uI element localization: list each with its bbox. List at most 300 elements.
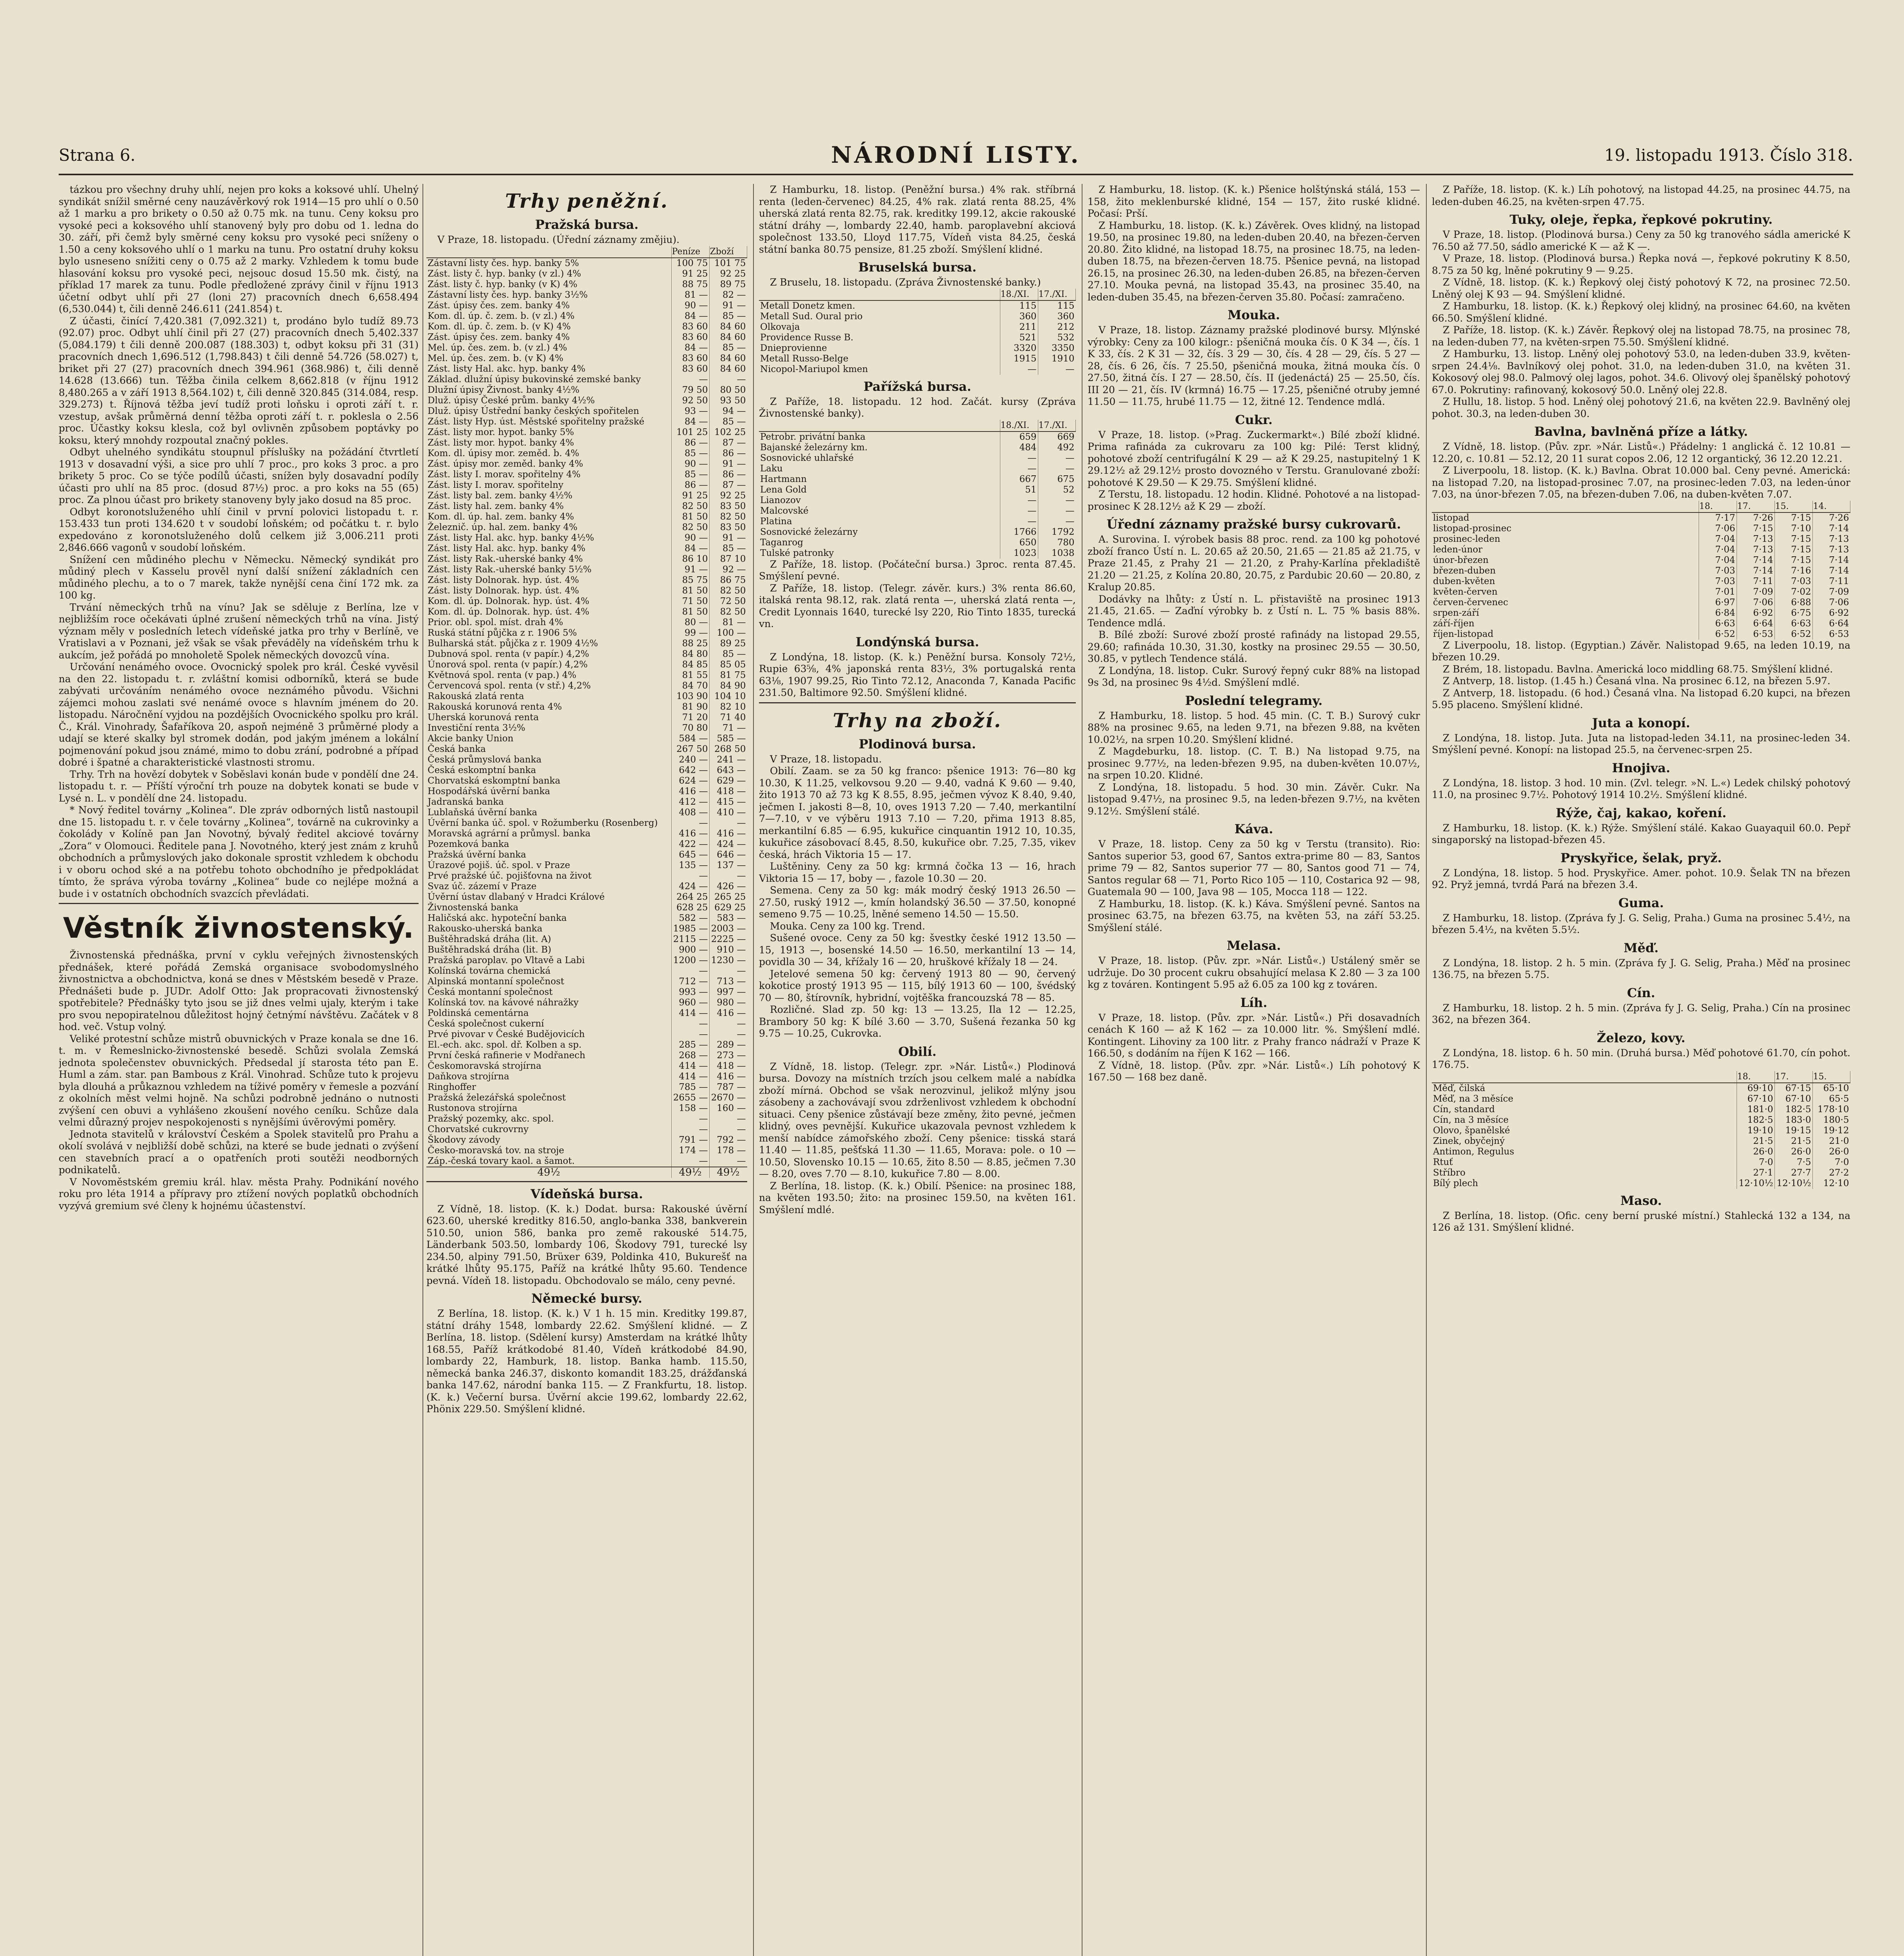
subheading-rubber: Guma. [1618, 895, 1664, 910]
row-value: 90 — [671, 459, 709, 469]
row-value: 7·5 [1775, 1157, 1812, 1168]
row-value: 211 [1000, 322, 1038, 333]
table-row [426, 1124, 747, 1135]
row-value: 71 20 [671, 712, 709, 723]
table-row [426, 638, 747, 649]
row-label: Platina [759, 516, 1000, 527]
row-value: 70 80 [671, 723, 709, 734]
row-label: Zást. listy Rak.-uherské banky 5½% [426, 565, 671, 575]
row-value: 85 — [722, 649, 746, 659]
table-row [1432, 1115, 1850, 1125]
row-label: Kom. dl. úp. Dolnorak. hyp. úst. 4% [426, 596, 671, 607]
table-row [426, 660, 747, 670]
row-label: Zást. listy Hyp. úst. Městské spořitelny pražské [426, 417, 671, 427]
table-row [1432, 1168, 1850, 1178]
row-value: 52 [1063, 484, 1075, 495]
article-paragraph: Z Paříže, 18. listop. (Telegr. závěr. kurs.) 3% renta 86.60, italská renta 98.12, rak. zlatá renta —, uherská zlatá renta —, Credit Lyonnais 1640, turecké lsy 220, Rio Tinto 1835, turecká vn. [759, 582, 1076, 629]
row-value: 85 75 [671, 575, 709, 586]
table-header-cell: 18. [1699, 501, 1737, 512]
subheading-sugar: Cukr. [1235, 412, 1273, 427]
table-row [759, 354, 1076, 364]
row-label: Jadranská banka [426, 797, 671, 807]
row-value: 416 — [717, 1008, 746, 1018]
article-paragraph: V Praze, 18. listop. Ceny za 50 kg v Terstu (transito). Rio: Santos superior 53, good 67, Santos extra-prime 80 — 83, Santos prime 79 — 82, Santos superior 77 — 80, Santos good 71 — 74, Santos regular 68 — 71, Porto Rico 105 — 110, Costarica 92 — 98, Guatemala 90 — 100, Java 98 — 105, Mocca 118 — 122. [1088, 838, 1420, 897]
row-value: 585 — [717, 733, 746, 744]
row-label: Únorová spol. renta (v papír.) 4,2% [426, 660, 671, 670]
table-row [1432, 566, 1850, 576]
table-row [426, 1135, 747, 1145]
row-label: Antimon, Regulus [1432, 1147, 1737, 1157]
row-value: — [737, 374, 746, 385]
row-value: 86 75 [720, 575, 746, 585]
article-paragraph: Z Antverp, 18. listopadu. (6 hod.) Česaná vlna. Na listopad 6.20 kupci, na březen 5.95 placeno. Smýšlení klidné. [1432, 687, 1850, 710]
row-value: 780 [1057, 537, 1075, 548]
table-row [426, 322, 747, 332]
row-label: Lublaňská úvěrní banka [426, 807, 671, 818]
section-rule [759, 702, 1076, 703]
table-row [759, 527, 1076, 538]
table-header-cell: 17. [1737, 501, 1775, 512]
table-row [426, 543, 747, 554]
dateline: V Praze, 18. listopadu. (Úřední záznamy změjiu). [437, 234, 680, 245]
dateline: Z Bruselu, 18. listopadu. (Zpráva Živnostenské banky.) [770, 277, 1041, 288]
row-label: Investiční renta 3½% [426, 723, 671, 734]
row-value: 72 50 [720, 596, 746, 606]
row-value: 82 10 [720, 701, 746, 712]
row-value: 7·26 [1829, 512, 1849, 523]
row-label: listopad [1432, 512, 1699, 523]
subheading-last-telegrams: Poslední telegramy. [1185, 693, 1323, 708]
row-value: 89 25 [720, 638, 746, 649]
row-value: 81 — [671, 290, 709, 300]
table-row [426, 998, 747, 1008]
article-paragraph: Z účasti, činící 7,420.381 (7,092.321) t, prodáno bylo tudíž 89.73 (92.07) proc. Odbyt uhlí činil při 27 (27) pracovních dnech 5,402.337 (5,084.179) t čili denně 200.087 (188.303) t, odbyt koksu při 31 (31) pracovních dnech 1,696.512 (1,798.843) t čili denně 54.726 (58.027) t, briket při 27 (27) pracovních dnech 394.961 (368.986) t, čili denně 14.628 (13.666) tun. Těžba činila celkem 8,662.818 (v říjnu 1912 8,480.265 a v září 1913 8,564.102) t, čili denně 320.845 (314.084, resp. 329.273) t. Říjnová těžba jeví tudíž proti loňsku i oproti září t. r. vzestup, avšak průměrná denní těžba oproti září t. r. poklesla o 2.56 proc. Účastky koksu klesla, což byl ovlivněn způsobem poptávky po koksu, který mnohdy rozpoutal značný pokles. [59, 315, 419, 446]
row-value: 7·02 [1775, 587, 1812, 597]
subheading-resin: Pryskyřice, šelak, pryž. [1560, 850, 1722, 865]
article-paragraph: Z Hamburku, 18. listop. (K. k.) Rýže. Smýšlení stálé. Kakao Guayaquil 60.0. Pepř singaporský na listopad-březen 45. [1432, 822, 1850, 845]
table-row [426, 987, 747, 998]
row-label: Poldinská cementárna [426, 1008, 671, 1019]
column-divider [1426, 184, 1427, 1956]
article-paragraph: Z Paříže, 18. listop. (K. k.) Závěr. Řepkový olej na listopad 78.75, na prosinec 78, na leden-duben 77, na květen-srpen 75.50. Smýšlení klidné. [1432, 324, 1850, 348]
table-row [426, 427, 747, 438]
table-header-cell [1432, 501, 1699, 512]
row-label: Zást. listy Rak.-uherské banky 4% [426, 554, 671, 565]
row-value: 408 — [671, 807, 709, 818]
brussels-table [759, 289, 1076, 375]
article-paragraph: Z Berlína, 18. listop. (Ofic. ceny berní pruské místní.) Stahlecká 132 a 134, na 126 až 131. Smýšlení klidné. [1432, 1210, 1850, 1233]
row-value: — [1000, 464, 1038, 474]
row-value: 241 — [717, 754, 746, 765]
row-label: Záp.-česká tovary kaol. a šamot. [426, 1156, 671, 1167]
row-label: Malcovské [759, 506, 1000, 516]
row-value: 675 [1057, 474, 1075, 484]
row-value: 83 60 [671, 353, 709, 364]
table-header-cell: Zboží [709, 246, 747, 258]
row-label: únor-březen [1432, 555, 1699, 566]
row-value: 7·04 [1699, 555, 1737, 566]
row-label: Hartmann [759, 474, 1000, 485]
table-row [426, 786, 747, 797]
row-value: 84 60 [720, 321, 746, 332]
row-value: 180·5 [1823, 1115, 1849, 1125]
row-value: 410 — [717, 807, 746, 818]
table-row [426, 702, 747, 712]
row-label: Pražská úvěrní banka [426, 850, 671, 860]
table-row [426, 649, 747, 660]
table-row [426, 797, 747, 807]
table-row [426, 1019, 747, 1029]
row-value: 268 — [671, 1050, 709, 1061]
row-value: 1915 [1000, 354, 1038, 364]
table-row [426, 723, 747, 734]
table-row [426, 807, 747, 818]
row-value: 85 — [671, 469, 709, 480]
row-label: srpen-září [1432, 608, 1699, 618]
row-value: 642 — [671, 765, 709, 776]
row-value: 101 75 [714, 258, 746, 268]
table-row [426, 374, 747, 385]
row-value: — [671, 1029, 709, 1040]
row-value: 93 — [671, 406, 709, 417]
row-label: Zást. listy Dolnorak. hyp. úst. 4% [426, 575, 671, 586]
row-label: Buštěhradská dráha (lit. B) [426, 945, 671, 955]
row-label: Zást. úpisy čes. zem. banky 4% [426, 300, 671, 311]
table-row [426, 396, 747, 406]
table-row [759, 364, 1076, 375]
row-value: 265 25 [714, 892, 746, 902]
row-label: říjen-listopad [1432, 629, 1699, 640]
row-label: Zást. listy č. hyp. banky (v zl.) 4% [426, 269, 671, 279]
row-value: 980 — [717, 997, 746, 1008]
row-value: 21·0 [1829, 1136, 1849, 1146]
article-paragraph: Z Hamburku, 18. listop. (K. k.) Pšenice holštýnská stálá, 153 — 158, žito meklenburské klidné, 154 — 157, žito ruské klidné. Počasí: Prší. [1088, 184, 1420, 219]
row-value: 19·15 [1775, 1125, 1812, 1136]
section-heading-goods: Trhy na zboží. [832, 708, 1002, 732]
row-label: Hospodářská úvěrní banka [426, 786, 671, 797]
row-value: 7·26 [1737, 512, 1775, 523]
table-row [426, 554, 747, 565]
table-row [426, 1082, 747, 1093]
table-row [426, 406, 747, 417]
row-value: 7·15 [1775, 545, 1812, 555]
row-value: — [737, 818, 746, 828]
table-row [426, 902, 747, 913]
row-label: Stříbro [1432, 1168, 1737, 1178]
subheading-flour: Mouka. [1227, 307, 1280, 322]
row-label: Bílý plech [1432, 1178, 1737, 1189]
row-value: 6·75 [1775, 608, 1812, 618]
row-value: 7·06 [1699, 523, 1737, 534]
table-row [426, 533, 747, 543]
row-value: 624 — [671, 776, 709, 786]
subheading-fertilizers: Hnojiva. [1612, 760, 1670, 775]
article-paragraph: Živnostenská přednáška, první v cyklu veřejných živnostenských přednášek, které pořádá Zemská organisace svobodomyslného živnostnictva a obchodnictva, koná se dnes v Městském besedě v Praze. Přednášeti bude p. JUDr. Adolf Otto: Jak propracovati živnostenský spotřebitele? Přednášky tyto jsou se již dnes velmi ujaly, kterým i take pro svou nepopiratelnou důležitost hojný četnýmí návštěvu. Začátek v 8 hod. več. Vstup volný. [59, 949, 419, 1032]
row-value: — [671, 871, 709, 881]
table-row [426, 755, 747, 765]
article-paragraph: Luštěniny. Ceny za 50 kg: krmná čočka 13 — 16, hrach Viktoria 15 — 17, boby — , fazole 10.30 — 20. [759, 861, 1076, 884]
row-label: červen-červenec [1432, 597, 1699, 608]
row-value: 91 — [722, 532, 746, 543]
row-value: — [1000, 506, 1038, 516]
row-value: 174 — [671, 1145, 709, 1156]
total-cell: 49½ [671, 1167, 709, 1178]
row-value: 629 — [717, 775, 746, 786]
row-value: 3320 [1000, 343, 1038, 354]
row-value: 7·03 [1699, 576, 1737, 587]
row-value: 71 40 [720, 712, 746, 723]
row-label: Haličská akc. hypoteční banka [426, 913, 671, 924]
row-value: — [671, 374, 709, 385]
row-label: Pražská paroplav. po Vltavě a Labi [426, 955, 671, 966]
issue-date: 19. listopadu 1913. Číslo 318. [1604, 146, 1853, 165]
article-paragraph: * Nový ředitel továrny „Kolinea“. Dle zpráv odborných listů nastoupil dne 15. listopadu t. r. v čele továrny „Kolinea“, továrně na cukrovinky a čokolády v Kolíně pan Jan Novotný, bývalý ředitel akciové továrny „Zora“ v Olomouci. Ředitele pana J. Novotného, který jest znám z kruhů obchodních a průmyslových jako dokonale sprostit vzhledem k obchodu i v oboru ochod ské a na potřebu tohoto obchodního je předpokládat tímto, že správa výroba továrny „Kolinea“ bude co nejlépe možná a bude i v ostatních obchodních svazcích převládati. [59, 804, 419, 899]
row-value: 82 50 [671, 501, 709, 512]
table-row [759, 506, 1076, 516]
total-cell: 49½ [426, 1167, 671, 1178]
row-value: 100 — [717, 627, 746, 638]
table-row [426, 1156, 747, 1167]
row-label: Zást. listy mor. hypot. banky 4% [426, 438, 671, 448]
table-row [1432, 597, 1850, 608]
row-label: Taganrog [759, 538, 1000, 548]
subheading-cotton: Bavlna, bavlněná příze a látky. [1534, 424, 1748, 439]
row-value: 6·64 [1829, 618, 1849, 629]
row-value: 90 — [671, 300, 709, 311]
row-label: Zást. úpisy mor. zeměd. banky 4% [426, 459, 671, 469]
row-value: — [1000, 495, 1038, 506]
row-label: Rakousko-uherská banka [426, 924, 671, 934]
row-label: Uherská korunová renta [426, 712, 671, 723]
subheading-iron-metals: Železo, kovy. [1597, 1030, 1686, 1045]
table-row [426, 448, 747, 459]
table-row [426, 343, 747, 353]
column-4 [1088, 184, 1420, 1956]
article-paragraph: Z Vídně, 18. listop. (Pův. zpr. »Nár. Listů«.) Přádelny: 1 anglická č. 12 10.81 — 12.20, c. 10.81 — 52.12, 20 11 surat copos 2.06, 12 12 organtický, 36 12.20 12.21. [1432, 441, 1850, 464]
article-paragraph: Z Londýna, 18. listop. 3 hod. 10 min. (Zvl. telegr. »N. L.«) Ledek chilský pohotový 11.0, na prosinec 9.7½. Pohotový 1914 10.2½. Smýšlení klidné. [1432, 777, 1850, 800]
row-value: 7·04 [1699, 534, 1737, 545]
row-label: Rakouská korunová renta 4% [426, 702, 671, 712]
table-row [426, 586, 747, 596]
row-value: 84 60 [720, 363, 746, 374]
row-label: Tulské patronky [759, 548, 1000, 559]
row-value: 650 [1000, 538, 1038, 548]
table-row [1432, 1147, 1850, 1157]
row-value: 178 — [717, 1145, 746, 1156]
row-value: 65·5 [1829, 1093, 1849, 1104]
article-paragraph: Z Paříže, 18. listop. (Počáteční bursa.) 3proc. renta 87.45. Smýšlení pevné. [759, 558, 1076, 582]
column-3 [759, 184, 1076, 1956]
article-paragraph: Z Hamburku, 18. listop. (Zpráva fy J. G. Selig, Praha.) Guma na prosinec 5.4½, na březen 5.4½, na květen 5.5½. [1432, 912, 1850, 935]
table-row [759, 495, 1076, 506]
row-value: 7·13 [1737, 534, 1775, 545]
table-row [426, 290, 747, 300]
table-row [426, 469, 747, 480]
table-row [426, 881, 747, 892]
row-value: 7·11 [1829, 576, 1849, 586]
row-value: 1023 [1000, 548, 1038, 559]
row-value: 7·0 [1737, 1157, 1775, 1168]
row-value: 94 — [722, 406, 746, 416]
row-value: 86 — [722, 469, 746, 480]
row-value: 178·10 [1818, 1104, 1849, 1115]
row-label: Kom. dl. úpisy mor. zeměd. b. 4% [426, 448, 671, 459]
row-value: — [737, 1029, 746, 1039]
table-row [1432, 1125, 1850, 1136]
row-label: Dubnová spol. renta (v papír.) 4,2% [426, 649, 671, 660]
table-row [1432, 1094, 1850, 1104]
row-value: 85 — [722, 543, 746, 554]
row-value: 91 25 [671, 269, 709, 279]
row-label: Česká banka [426, 744, 671, 755]
table-row [426, 459, 747, 469]
row-label: Petrobr. privátní banka [759, 431, 1000, 442]
row-value: 900 — [671, 945, 709, 955]
table-row [426, 1093, 747, 1103]
row-value: 7·13 [1737, 545, 1775, 555]
table-row [426, 269, 747, 279]
row-value: 91 — [722, 300, 746, 311]
row-value: 158 — [671, 1103, 709, 1114]
article-paragraph: Sušené ovoce. Ceny za 50 kg: švestky české 1912 13.50 — 15, 1913 —, bosenské 14.50 — 16.50, merkantilní 13 — 14, povidla 30 — 34, křížaly 16 — 20, hruškové křížaly 18 — 24. [759, 932, 1076, 967]
row-value: 160 — [717, 1103, 746, 1113]
row-value: 643 — [717, 765, 746, 775]
subheading-oils: Tuky, oleje, řepka, řepkové pokrutiny. [1509, 212, 1773, 227]
row-value: 7·14 [1737, 566, 1775, 576]
row-label: Zást. listy Hal. akc. hyp. banky 4% [426, 543, 671, 554]
row-value: 182·5 [1775, 1104, 1812, 1115]
row-value: 67·15 [1775, 1083, 1812, 1094]
row-value: 91 — [671, 565, 709, 575]
article-paragraph: Z Londýna, 18. listopadu. 5 hod. 30 min. Závěr. Cukr. Na listopad 9.47½, na prosinec 9.5, na leden-březen 9.7½, na květen 9.12½. Smýšlení stálé. [1088, 781, 1420, 817]
row-value: 267 50 [671, 744, 709, 755]
row-value: 7·09 [1737, 587, 1775, 597]
row-value: 86 — [671, 438, 709, 448]
row-value: — [737, 1156, 746, 1166]
article-paragraph: Trhy. Trh na hovězí dobytek v Soběslavi konán bude v pondělí dne 24. listopadu t. r. — Příští výroční trh pouze na dobytek konati se bude v Lysé n. L. v pondělí dne 24. listopadu. [59, 768, 419, 804]
article-paragraph: Z Brém, 18. listopadu. Bavlna. Americká loco middling 68.75. Smýšlení klidné. [1443, 663, 1833, 675]
article-paragraph: Z Paříže, 18. listop. (K. k.) Líh pohotový, na listopad 44.25, na prosinec 44.75, na leden-duben 46.25, na květen-srpen 47.75. [1432, 184, 1850, 207]
row-value: 960 — [671, 998, 709, 1008]
row-value: 7·11 [1737, 576, 1775, 587]
row-value: 71 — [722, 723, 746, 733]
row-label: Cín, standard [1432, 1104, 1737, 1115]
row-value: 83 50 [720, 522, 746, 532]
row-value: 7·15 [1775, 555, 1812, 566]
row-value: 85 — [722, 416, 746, 427]
row-label: Ruská státní půjčka z r. 1906 5% [426, 628, 671, 638]
row-value: 12·10 [1823, 1178, 1849, 1188]
row-value: 7·10 [1775, 523, 1812, 534]
subheading-london: Londýnská bursa. [856, 634, 979, 649]
article-paragraph: Odbyt koronotsluženého uhlí činil v první polovici listopadu t. r. 153.433 tun proti 134.620 t v soudobí loňském; od počátku t. r. bylo expedováno z koronotsluženého dolů celkem již 3,006.211 proti 2,846.666 vagonů v soudobí loňském. [59, 506, 419, 553]
row-label: Sosnovické uhlařské [759, 453, 1000, 464]
row-label: Rtuť [1432, 1157, 1737, 1168]
row-value: 99 — [671, 628, 709, 638]
row-value: 7·13 [1829, 534, 1849, 544]
row-value: 240 — [671, 755, 709, 765]
table-row [1432, 1083, 1850, 1094]
row-value: 2115 — [671, 934, 709, 945]
article-paragraph: Určování nenámého ovoce. Ovocnický spolek pro král. České vyvěsil na den 22. listopadu t. r. zvláštní komisi odborníků, která se bude zabývati určováním nenámého ovoce neznámého původu. Všichni zájemci mohou zaslati své nenámé ovoce s hlavním jménem do 20. listopadu. Náročnění vyjdou na pozdějších Ovocnického spolku pro král. Č., Král. Vinohrady, Šafaříkova 20, aspoň nejméně 3 průměrné plody a udají se které skalky byl stromek dodán, pod jakým jménem a lokální pojmenování pokud jsou známé, mimo to dobu zrání, podrobné a případ dobré i špatné a charakteristické vlastnosti stromu. [59, 661, 419, 768]
row-value: 7·14 [1829, 523, 1849, 534]
row-label: Zást. listy č. hyp. banky (v K) 4% [426, 279, 671, 290]
row-value: 91 25 [671, 491, 709, 501]
table-row [759, 343, 1076, 354]
row-value: 6·53 [1829, 629, 1849, 639]
row-value: 183·0 [1775, 1115, 1812, 1125]
row-value: 6·92 [1829, 608, 1849, 618]
row-label: Metall Sud. Oural prio [759, 311, 1000, 322]
table-row [426, 913, 747, 924]
row-value: 1985 — [671, 924, 709, 934]
table-row [759, 442, 1076, 453]
article-paragraph: Z Londýna, 18. listop. 2 h. 5 min. (Zpráva fy J. G. Selig, Praha.) Měď na prosinec 136.75, na březen 5.75. [1432, 957, 1850, 980]
row-value: 7·17 [1699, 512, 1737, 523]
row-value: 67·10 [1775, 1094, 1812, 1104]
article-paragraph: Z Hullu, 18. listop. 5 hod. Lněný olej pohotový 21.6, na květen 22.9. Bavlněný olej pohot. 30.3, na leden-duben 30. [1432, 396, 1850, 419]
article-paragraph: V Praze, 18. listop. (Plodinová bursa.) Řepka nová —, řepkové pokrutiny K 8.50, 8.75 za 50 kg, lněné pokrutiny 9 — 9.25. [1432, 253, 1850, 276]
row-value: 86 — [722, 448, 746, 458]
article-paragraph: V Novoměstském gremiu král. hlav. města Prahy. Podnikání nového roku pro léta 1914 a přípravy pro ztížení nových poplatků obchodních vyzývá gremium své členy k hojnému účastenství. [59, 1176, 419, 1212]
row-value: 65·10 [1823, 1083, 1849, 1093]
table-header-cell [1432, 1071, 1737, 1083]
row-value: — [1065, 516, 1075, 527]
row-value: 26·0 [1737, 1147, 1775, 1157]
table-row [1432, 587, 1850, 597]
row-label: Kom. dl. úp. Dolnorak. hyp. úst. 4% [426, 607, 671, 617]
row-label: Cín, na 3 měsíce [1432, 1115, 1737, 1125]
row-value: 135 — [671, 860, 709, 871]
table-row [1432, 1157, 1850, 1168]
row-label: Metall Russo-Belge [759, 354, 1000, 364]
subheading-rice: Rýže, čaj, kakao, koření. [1555, 805, 1727, 820]
row-value: 21·5 [1737, 1136, 1775, 1147]
table-row [759, 300, 1076, 311]
table-header-cell: 17./XI. [1038, 289, 1076, 300]
row-value: 418 — [717, 1061, 746, 1071]
row-value: 412 — [671, 797, 709, 807]
row-label: Zást. listy Hal. akc. hyp. banky 4½% [426, 533, 671, 543]
article-paragraph: Z Hamburku, 18. listop. (K. k.) Řepkový olej klidný, na prosinec 64.60, na květen 66.50. Smýšlení klidné. [1432, 300, 1850, 324]
table-row [759, 485, 1076, 495]
row-value: 181·0 [1737, 1104, 1775, 1115]
table-row [759, 538, 1076, 548]
subheading-german-exchanges: Německé bursy. [531, 1291, 642, 1306]
row-value: 268 50 [714, 744, 746, 754]
row-value: 81 — [722, 617, 746, 627]
row-value: 492 [1057, 442, 1075, 453]
table-row [426, 279, 747, 290]
row-value: 82 50 [720, 606, 746, 617]
row-value: — [671, 818, 709, 829]
row-value: 82 50 [671, 522, 709, 533]
row-value: 416 — [717, 1071, 746, 1082]
table-row [426, 1050, 747, 1061]
row-value: 81 50 [671, 586, 709, 596]
row-value: 83 60 [671, 322, 709, 332]
dateline: Z Paříže, 18. listopadu. 12 hod. Začát. kursy (Zpráva Živnostenské banky). [759, 396, 1076, 419]
table-row [426, 1071, 747, 1082]
subheading-jute: Juta a konopí. [1592, 715, 1690, 730]
row-value: 584 — [671, 734, 709, 744]
row-value: 7·04 [1699, 545, 1737, 555]
row-value: 84 70 [671, 681, 709, 691]
newspaper-title: NÁRODNÍ LISTY. [831, 142, 1081, 168]
row-value: 785 — [671, 1082, 709, 1093]
table-row [426, 850, 747, 860]
row-value: 6·97 [1699, 597, 1737, 608]
